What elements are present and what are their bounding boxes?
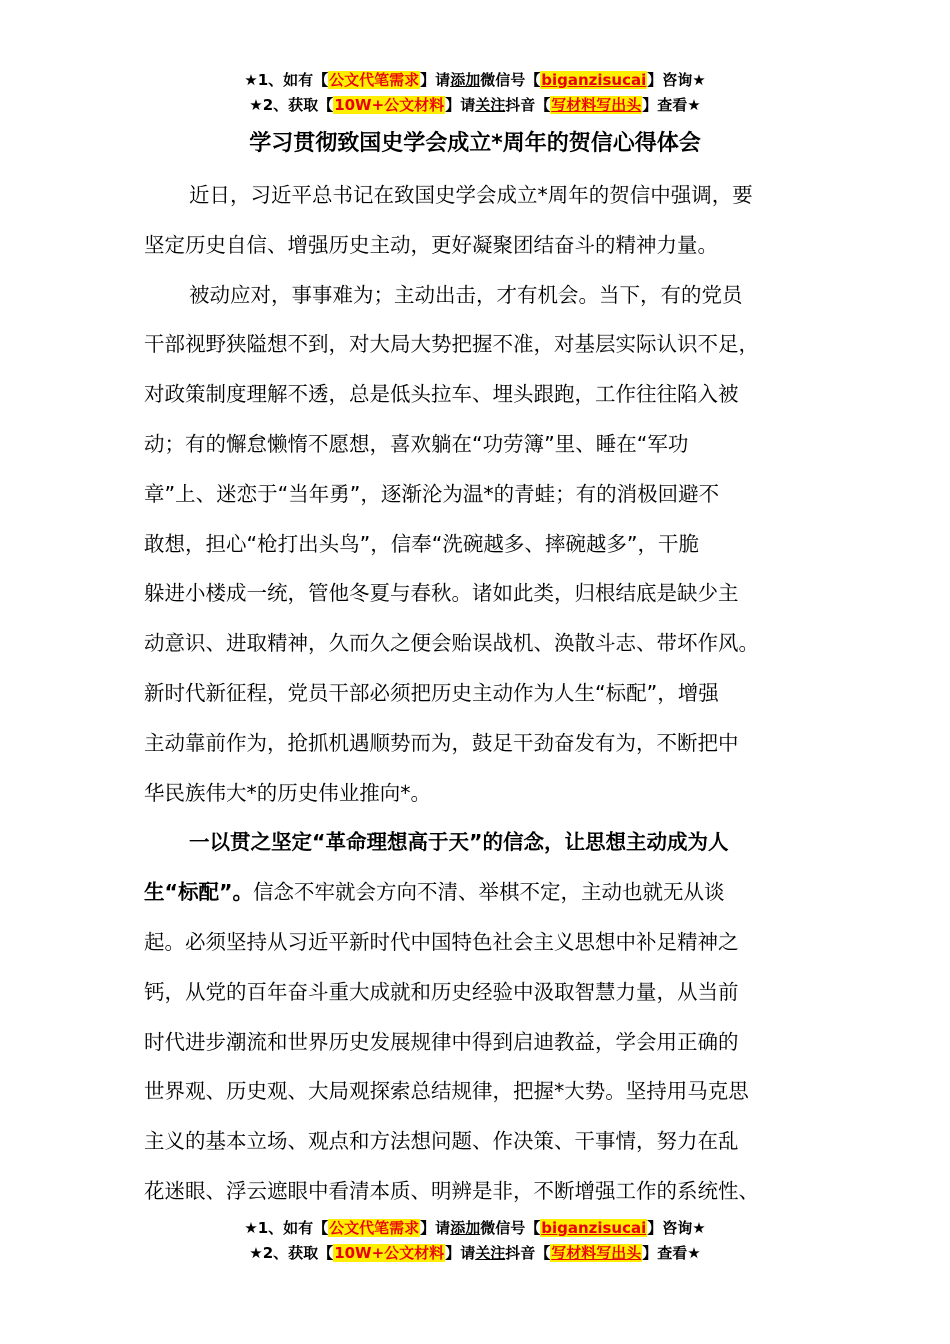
body-line: 动；有的懈怠懒惰不愿想，喜欢躺在“功劳簿”里、睡在“军功 xyxy=(144,431,689,456)
body-line: 干部视野狭隘想不到，对大局大势把握不准，对基层实际认识不足， xyxy=(144,332,759,357)
body-line: 生“标配”。信念不牢就会方向不清、举棋不定，主动也就无从谈 xyxy=(144,880,725,905)
wechat-id-link[interactable]: biganzisucai xyxy=(541,71,647,89)
body-line: 新时代新征程，党员干部必须把历史主动作为人生“标配”，增强 xyxy=(144,680,719,705)
highlight-service: 公文代笔需求 xyxy=(329,71,420,89)
body-line: 钙，从党的百年奋斗重大成就和历史经验中汲取智慧力量，从当前 xyxy=(144,979,739,1004)
body-line: 世界观、历史观、大局观探索总结规律，把握*大势。坚持用马克思 xyxy=(144,1079,749,1104)
highlight-service: 公文代笔需求 xyxy=(329,1219,420,1237)
body-line: 坚定历史自信、增强历史主动，更好凝聚团结奋斗的精神力量。 xyxy=(144,232,718,257)
body-line: 躲进小楼成一统，管他冬夏与春秋。诸如此类，归根结底是缺少主 xyxy=(144,581,739,606)
body-line: 起。必须坚持从习近平新时代中国特色社会主义思想中补足精神之 xyxy=(144,929,739,954)
body-line: 主义的基本立场、观点和方法想问题、作决策、干事情，努力在乱 xyxy=(144,1129,739,1154)
body-line: 花迷眼、浮云遮眼中看清本质、明辨是非，不断增强工作的系统性、 xyxy=(144,1178,759,1203)
body-line: 动意识、进取精神，久而久之便会贻误战机、涣散斗志、带坏作风。 xyxy=(144,631,759,656)
header-banner xyxy=(0,68,950,118)
body-line: 对政策制度理解不透，总是低头拉车、埋头跟跑，工作往往陷入被 xyxy=(144,382,739,407)
douyin-account-link[interactable]: 写材料写出头 xyxy=(551,1244,642,1262)
wechat-id-link[interactable]: biganzisucai xyxy=(541,1219,647,1237)
document-title: 学习贯彻致国史学会成立*周年的贺信心得体会 xyxy=(249,131,701,156)
section-heading-tail: 生“标配”。 xyxy=(144,880,253,905)
banner-line-2: ★2、获取【10W+公文材料】请关注抖音【写材料写出头】查看★ xyxy=(249,96,701,114)
body-line: 章”上、迷恋于“当年勇”，逐渐沦为温*的青蛙；有的消极回避不 xyxy=(144,481,720,506)
body-line: 时代进步潮流和世界历史发展规律中得到启迪教益，学会用正确的 xyxy=(144,1029,739,1054)
section-heading: 一以贯之坚定“革命理想高于天”的信念，让思想主动成为人 xyxy=(189,830,729,855)
body-line: 主动靠前作为，抢抓机遇顺势而为，鼓足干劲奋发有为，不断把中 xyxy=(144,730,739,755)
body-line: 近日，习近平总书记在致国史学会成立*周年的贺信中强调，要 xyxy=(189,183,753,207)
banner-line-1: ★1、如有【公文代笔需求】请添加微信号【biganzisucai】咨询★ xyxy=(244,1219,706,1237)
document-body xyxy=(144,171,834,1217)
banner-line-2: ★2、获取【10W+公文材料】请关注抖音【写材料写出头】查看★ xyxy=(249,1244,701,1262)
footer-banner xyxy=(0,1216,950,1266)
banner-line-1: ★1、如有【公文代笔需求】请添加微信号【biganzisucai】咨询★ xyxy=(244,71,706,89)
body-line: 华民族伟大*的历史伟业推向*。 xyxy=(144,780,431,805)
highlight-materials: 10W+公文材料 xyxy=(334,96,445,114)
body-line: 敢想，担心“枪打出头鸟”，信奉“洗碗越多、摔碗越多”，干脆 xyxy=(144,531,699,556)
douyin-account-link[interactable]: 写材料写出头 xyxy=(551,96,642,114)
highlight-materials: 10W+公文材料 xyxy=(334,1244,445,1262)
body-line: 被动应对，事事难为；主动出击，才有机会。当下，有的党员 xyxy=(189,282,743,307)
